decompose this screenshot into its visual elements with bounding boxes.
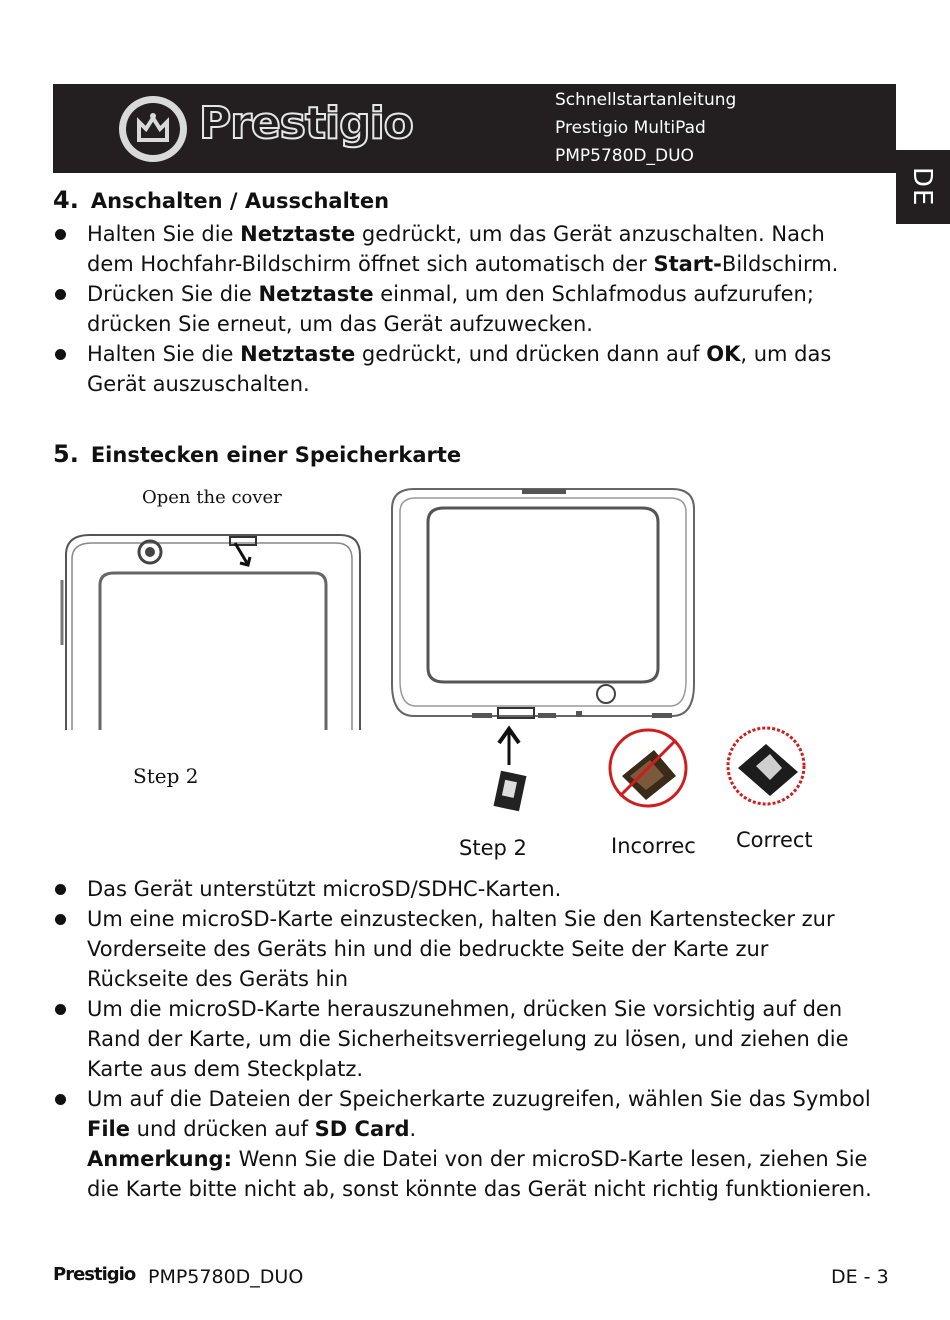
text-run: einmal, um den Schlafmodus aufzurufen; drücken Sie erneut, um das Gerät aufzuwecken. bbox=[87, 282, 814, 336]
list-item bbox=[53, 339, 873, 399]
section-4-title bbox=[53, 186, 389, 214]
step-2-right-label: Step 2 bbox=[459, 836, 527, 860]
text-run: Um eine microSD-Karte einzustecken, halten Sie den Kartenstecker zur Vorderseite des Geräts hin und die bedruckte Seite der Karte zur Rückseite des Geräts hin bbox=[87, 907, 835, 991]
text-run: Bildschirm. bbox=[721, 252, 839, 276]
incorrect-label: Incorrec bbox=[611, 834, 696, 858]
footer-page-number: DE - 3 bbox=[831, 1266, 889, 1288]
list-item bbox=[53, 219, 873, 279]
bold-term: Start- bbox=[653, 252, 722, 276]
section-number: 4. bbox=[53, 186, 79, 214]
list-item bbox=[53, 994, 873, 1084]
incorrect-card-icon bbox=[604, 726, 694, 810]
bold-term: SD Card bbox=[314, 1117, 410, 1141]
open-cover-label: Open the cover bbox=[142, 487, 282, 508]
correct-label: Correct bbox=[736, 828, 813, 852]
text-run: , um das Gerät auszuschalten. bbox=[87, 342, 832, 396]
bold-term: OK bbox=[706, 342, 741, 366]
text-run: und drücken auf bbox=[129, 1117, 315, 1141]
tablet-top-illustration bbox=[60, 525, 370, 735]
bold-term: Netztaste bbox=[240, 342, 356, 366]
section-5-list bbox=[53, 874, 873, 1204]
section-4-list bbox=[53, 219, 873, 399]
arrow-up-icon bbox=[492, 725, 542, 815]
language-tab bbox=[896, 150, 950, 224]
list-item bbox=[53, 874, 873, 904]
text-run: Halten Sie die bbox=[87, 342, 241, 366]
section-number: 5. bbox=[53, 440, 79, 468]
step-2-left-label: Step 2 bbox=[133, 764, 199, 788]
tablet-bottom-illustration bbox=[388, 484, 698, 724]
bold-term: Netztaste bbox=[240, 222, 356, 246]
text-run: gedrückt, und drücken dann auf bbox=[355, 342, 707, 366]
text-run: Das Gerät unterstützt microSD/SDHC-Karten. bbox=[87, 877, 562, 901]
text-run: gedrückt, um das Gerät anzuschalten. Nach dem Hochfahr-Bildschirm öffnet sich automatisch der bbox=[87, 222, 825, 276]
language-tab-label: DE bbox=[907, 167, 937, 208]
header-line-1: Schnellstartanleitung bbox=[555, 90, 737, 110]
note-label: Anmerkung: bbox=[87, 1147, 232, 1171]
correct-card-icon bbox=[722, 724, 814, 810]
section-title-text: Einstecken einer Speicherkarte bbox=[90, 443, 462, 467]
bold-term: File bbox=[87, 1117, 130, 1141]
text-run: Um die microSD-Karte herauszunehmen, drücken Sie vorsichtig auf den Rand der Karte, um die Sicherheitsverriegelung zu lösen, und ziehen die Karte aus dem Steckplatz. bbox=[87, 997, 849, 1081]
text-run: Halten Sie die bbox=[87, 222, 241, 246]
footer-logo: Prestigio bbox=[53, 1264, 136, 1285]
bold-term: Netztaste bbox=[258, 282, 374, 306]
list-item bbox=[53, 279, 873, 339]
prestigio-logo bbox=[117, 92, 427, 166]
list-item bbox=[53, 1084, 873, 1204]
note-text: Wenn Sie die Datei von der microSD-Karte lesen, ziehen Sie die Karte bitte nicht ab, sonst könnte das Gerät nicht richtig funktionieren. bbox=[87, 1147, 872, 1201]
header-info bbox=[555, 86, 736, 170]
section-5-title bbox=[53, 440, 461, 468]
text-run: Drücken Sie die bbox=[87, 282, 259, 306]
section-title-text: Anschalten / Ausschalten bbox=[90, 189, 390, 213]
header-line-2: Prestigio MultiPad bbox=[555, 118, 706, 138]
text-run: Um auf die Dateien der Speicherkarte zuzugreifen, wählen Sie das Symbol bbox=[87, 1087, 871, 1111]
logo-wordmark: Prestigio bbox=[199, 98, 413, 149]
crown-shield-icon bbox=[117, 92, 197, 166]
header-bar bbox=[53, 84, 896, 173]
list-item bbox=[53, 904, 873, 994]
footer-model: PMP5780D_DUO bbox=[148, 1266, 304, 1288]
text-run: . bbox=[409, 1117, 417, 1141]
header-line-3: PMP5780D_DUO bbox=[555, 146, 694, 166]
